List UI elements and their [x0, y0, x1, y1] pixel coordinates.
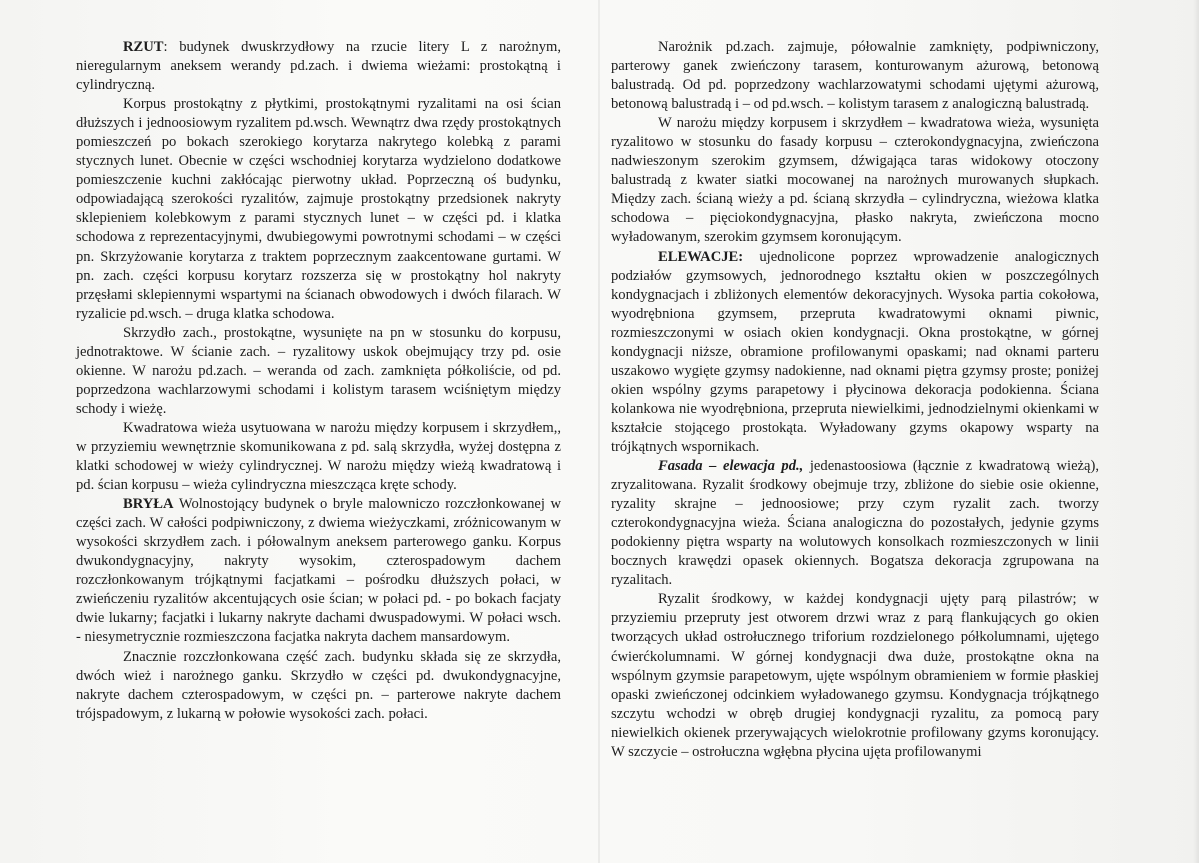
- right-column: [611, 38, 1099, 762]
- paragraph-text: Wolnostojący budynek o bryle malowniczo rozczłonkowanej w części zach. W całości podpiwniczony, z dwiema wieżyczkami, zróżnicowanym w wysokości skrzydłem zach. i półowalnym aneksem parterowego ganku. Korpus dwukondygnacyjny, nakryty wysokim, czterospadowym dachem rozczłonkowanym trójkątnymi facjatkami – pośrodku dłuższych połaci, w zwieńczeniu ryzalitów akcentujących osie ścian; w połaci pd. - po bokach facjaty dwie lukarny; facjatki i lukarny nakryte dachami dwuspadowymi. W połaci wsch. - niesymetrycznie rozmieszczona facjatka nakryta dachem mansardowym.: [76, 496, 561, 646]
- left-column: [76, 38, 561, 724]
- heading-fasada: Fasada – elewacja pd.,: [658, 458, 804, 475]
- heading-rzut: RZUT: [123, 39, 164, 55]
- paragraph-text: ujednolicone poprzez wprowadzenie analogicznych podziałów gzymsowych, jednorodnego kształtu okien w poszczególnych kondygnacjach i zbliżonych elementów dekoracyjnych. Wysoka partia cokołowa, wyodrębniona gzymsem, przepruta kwadratowymi oknami piwnic, rozmieszczonymi w osiach okien kondygnacji. Okna prostokątne, w górnej kondygnacji niższe, obramione profilowanymi opaskami; nad oknami parteru uszakowo wygięte gzymsy nadokienne, nad oknami piętra gzymsy proste; poniżej okien wspólny gzyms parapetowy i płycinowa dekoracja podokienna. Ściana kolankowa nie wyodrębniona, przepruta niewielkimi, jednodzielnymi okienkami w kształcie stojącego prostokąta. Wyładowany gzyms okapowy wsparty na trójkątnych wspornikach.: [611, 248, 1099, 455]
- paragraph-czesc-zach: Znacznie rozczłonkowana część zach. budynku składa się ze skrzydła, dwóch wież i narożnego ganku. Skrzydło w części pd. dwukondygnacyjne, nakryte dachem czterospadowym, w części pn. – parterowe nakryte dachem trójspadowym, z lukarną w połowie wysokości zach. połaci.: [76, 648, 561, 722]
- heading-elewacje: ELEWACJE:: [658, 248, 744, 265]
- paragraph-elewacje: [611, 248, 1099, 458]
- paragraph-bryla: [76, 495, 561, 647]
- paragraph-kwadratowa-wieza: W narożu między korpusem i skrzydłem – kwadratowa wieża, wysunięta ryzalitowo w stosunku do fasady korpusu – czterokondygnacyjna, zwieńczona nadwieszonym szerokim gzymsem, dźwigająca taras widokowy otoczony balustradą z kwater siatki mocowanej na narożnych murowanych słupkach. Między zach. ścianą wieży a pd. ścianą skrzydła – cylindryczna, wieżowa klatka schodowa – pięciokondygnacyjna, płasko nakryta, zwieńczona mocno wyładowanym, szerokim gzymsem koronującym.: [611, 115, 1099, 246]
- paragraph-rzut: [76, 38, 561, 95]
- paragraph-ryzalit-srodkowy: Ryzalit środkowy, w każdej kondygnacji ujęty parą pilastrów; w przyziemiu przepruty jest otworem drzwi wraz z parą flankujących go okien tworzących układ ostrołucznego triforium rozdzielonego półkolumnami, ujętego ćwierćkolumnami. W górnej kondygnacji dwa duże, prostokątne okna na wspólnym gzymsie parapetowym, ujęte wspólnym obramieniem w formie płaskiej opaski zwieńczonej odcinkiem wyładowanego gzymsu. Kondygnacja trójkątnego szczytu wchodzi w obręb drugiej kondygnacji ryzalitu, za pomocą pary niewielkich okienek przerywających wielokrotnie profilowany gzyms koronujący. W szczycie – ostrołuczna wgłębna płycina ujęta profilowanymi: [611, 591, 1099, 760]
- heading-bryla: BRYŁA: [123, 496, 174, 513]
- paragraph-text: jedenastoosiowa (łącznie z kwadratową wieżą), zryzalitowana. Ryzalit środkowy obejmuje trzy, zbliżone do siebie osie okienne, ryzality skrajne – jednoosiowe; przy czym ryzalit zach. tworzy czterokondygnacyjna wieża. Ściana analogiczna do pozostałych, jedynie gzyms podokienny piętra wsparty na wolutowych konsolkach rozmieszczonych w linii bocznych krawędzi opasek okiennych. Bogatsza dekoracja zgrupowana na ryzalitach.: [611, 458, 1100, 589]
- paragraph-fasada: [611, 457, 1099, 590]
- page-edge-shadow: [1193, 0, 1199, 863]
- paragraph-skrzydlo: Skrzydło zach., prostokątne, wysunięte na pn w stosunku do korpusu, jednotraktowe. W ścianie zach. – ryzalitowy uskok obejmujący trzy pd. osie okienne. W narożu pd.zach. – weranda od zach. zamknięta półkoliście, od pd. poprzedzona wachlarzowymi schodami i kolistym tarasem wciśniętym między schody i wieżę.: [76, 324, 561, 417]
- paragraph-text: : budynek dwuskrzydłowy na rzucie litery L z narożnym, nieregularnym aneksem werandy pd.zach. i dwiema wieżami: prostokątną i cylindryczną.: [76, 39, 561, 94]
- paragraph-naroznik: Narożnik pd.zach. zajmuje, półowalnie zamknięty, podpiwniczony, parterowy ganek zwieńczony tarasem, konturowanym ażurową, betonową balustradą. Od pd. poprzedzony wachlarzowatymi schodami ujętymi ażurową, betonową balustradą i – od pd.wsch. – kolistym tarasem z analogiczną balustradą.: [611, 39, 1099, 113]
- paragraph-wieza: Kwadratowa wieża usytuowana w narożu między korpusem i skrzydłem,, w przyziemiu wewnętrznie skomunikowana z pd. salą skrzydła, wyżej dostępna z klatki schodowej w wieży cylindrycznej. W narożu między wieżą kwadratową i pd. ścian korpusu – wieża cylindryczna mieszcząca kręte schody.: [76, 419, 561, 494]
- page-fold: [598, 0, 600, 863]
- paragraph-korpus: Korpus prostokątny z płytkimi, prostokątnymi ryzalitami na osi ścian dłuższych i jednoosiowym ryzalitem pd.wsch. Wewnątrz dwa rzędy prostokątnych pomieszczeń po bokach szerokiego korytarza nakrytego kolebką z parami stycznych lunet. Obecnie w części wschodniej korytarza wydzielono dodatkowe pomieszczenie kuchni zakłócając pierwotny układ. Poprzeczną oś budynku, odpowiadającą szerokości ryzalitów, zajmuje prostokątny przedsionek nakryty sklepieniem kolebkowym z parami stycznych lunet – w części pd. i klatka schodowa z reprezentacyjnymi, dwubiegowymi powrotnymi schodami – w części pn. Skrzyżowanie korytarza z traktem poprzecznym zaakcentowane gurtami. W pn. zach. części korpusu korytarz rozszerza się w prostokątny hol nakryty przęsłami sklepiennymi wspartymi na ścianach obwodowych i dwóch filarach. W ryzalicie pd.wsch. – druga klatka schodowa.: [76, 96, 561, 322]
